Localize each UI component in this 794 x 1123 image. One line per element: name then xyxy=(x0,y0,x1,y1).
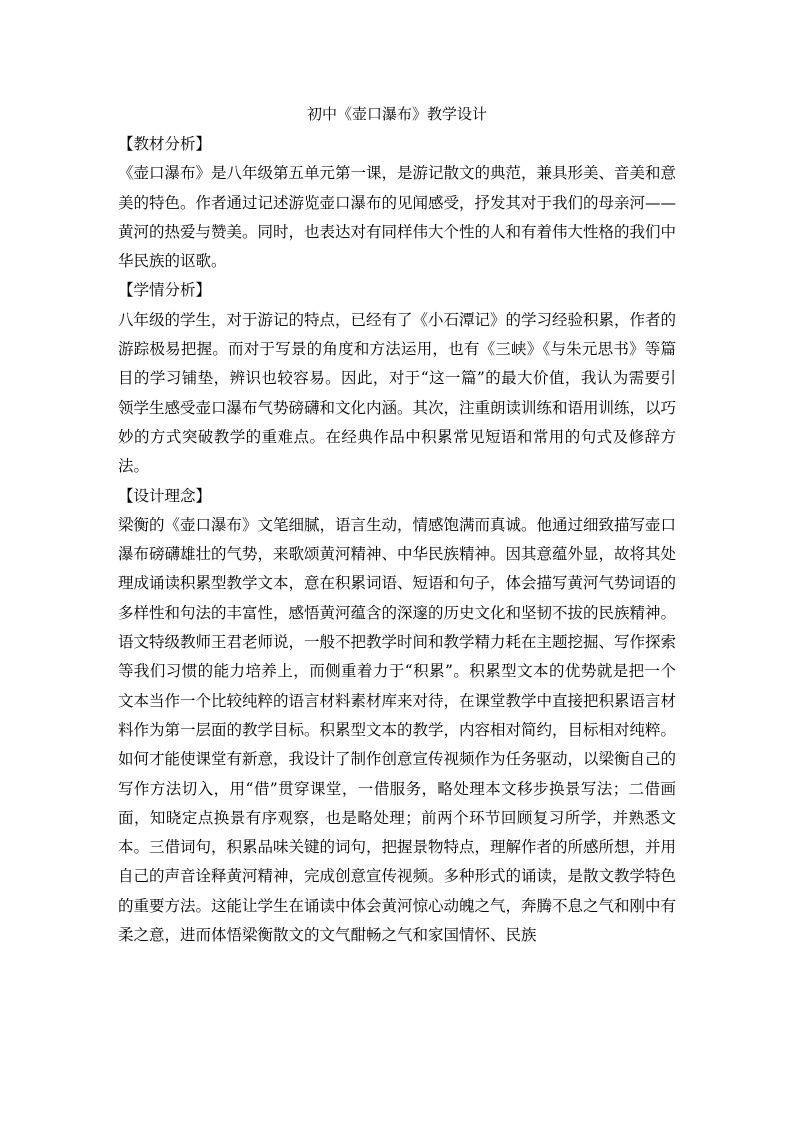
section-heading: 【教材分析】 xyxy=(118,135,212,153)
section-textbook-analysis xyxy=(118,130,676,276)
section-paragraph: 八年级的学生，对于游记的特点，已经有了《小石潭记》的学习经验积累，作者的游踪极易把握。而对于写景的角度和方法运用，也有《三峡》《与朱元思书》等篇目的学习铺垫，辨识也较容易。因此，对于“这一篇”的最大价值，我认为需要引领学生感受壶口瀑布气势磅礴和文化内涵。其次，注重朗读训练和语用训练，以巧妙的方式突破教学的重难点。在经典作品中积累常见短语和常用的句式及修辞方法。 xyxy=(118,310,677,476)
section-design-concept xyxy=(118,482,676,951)
document-page xyxy=(118,98,676,950)
section-heading: 【设计理念】 xyxy=(118,486,212,505)
section-paragraph: 《壶口瀑布》是八年级第五单元第一课，是游记散文的典范，兼具形美、音美和意美的特色。作者通过记述游览壶口瀑布的见闻感受，抒发其对于我们的母亲河——黄河的热爱与赞美。同时，也表达对有同样伟大个性的人和有着伟大性格的我们中华民族的讴歌。 xyxy=(118,164,677,271)
section-paragraph: 梁衡的《壶口瀑布》文笔细腻，语言生动，情感饱满而真诚。他通过细致描写壶口瀑布磅礴雄壮的气势，来歌颂黄河精神、中华民族精神。因其意蕴外显，故将其处理成诵读积累型教学文本，意在积累词语、短语和句子，体会描写黄河气势词语的多样性和句法的丰富性，感悟黄河蕴含的深邃的历史文化和坚韧不拔的民族精神。语文特级教师王君老师说，一般不把教学时间和教学精力耗在主题挖掘、写作探索等我们习惯的能力培养上，而侧重着力于“积累”。积累型文本的优势就是把一个文本当作一个比较纯粹的语言材料素材库来对待，在课堂教学中直接把积累语言材料作为第一层面的教学目标。积累型文本的教学，内容相对简约，目标相对纯粹。如何才能使课堂有新意，我设计了制作创意宣传视频作为任务驱动，以梁衡自己的写作方法切入，用“借”贯穿课堂，一借服务，略处理本文移步换景写法；二借画面，知晓定点换景有序观察，也是略处理；前两个环节回顾复习所学，并熟悉文本。三借词句，积累品味关键的词句，把握景物特点，理解作者的所感所想，并用自己的声音诠释黄河精神，完成创意宣传视频。多种形式的诵读，是散文教学特色的重要方法。这能让学生在诵读中体会黄河惊心动魄之气，奔腾不息之气和刚中有柔之意，进而体悟梁衡散文的文气酣畅之气和家国情怀、民族 xyxy=(118,515,677,945)
section-heading: 【学情分析】 xyxy=(118,281,212,300)
document-title: 初中《壶口瀑布》教学设计 xyxy=(306,105,487,123)
section-student-analysis xyxy=(118,276,676,481)
